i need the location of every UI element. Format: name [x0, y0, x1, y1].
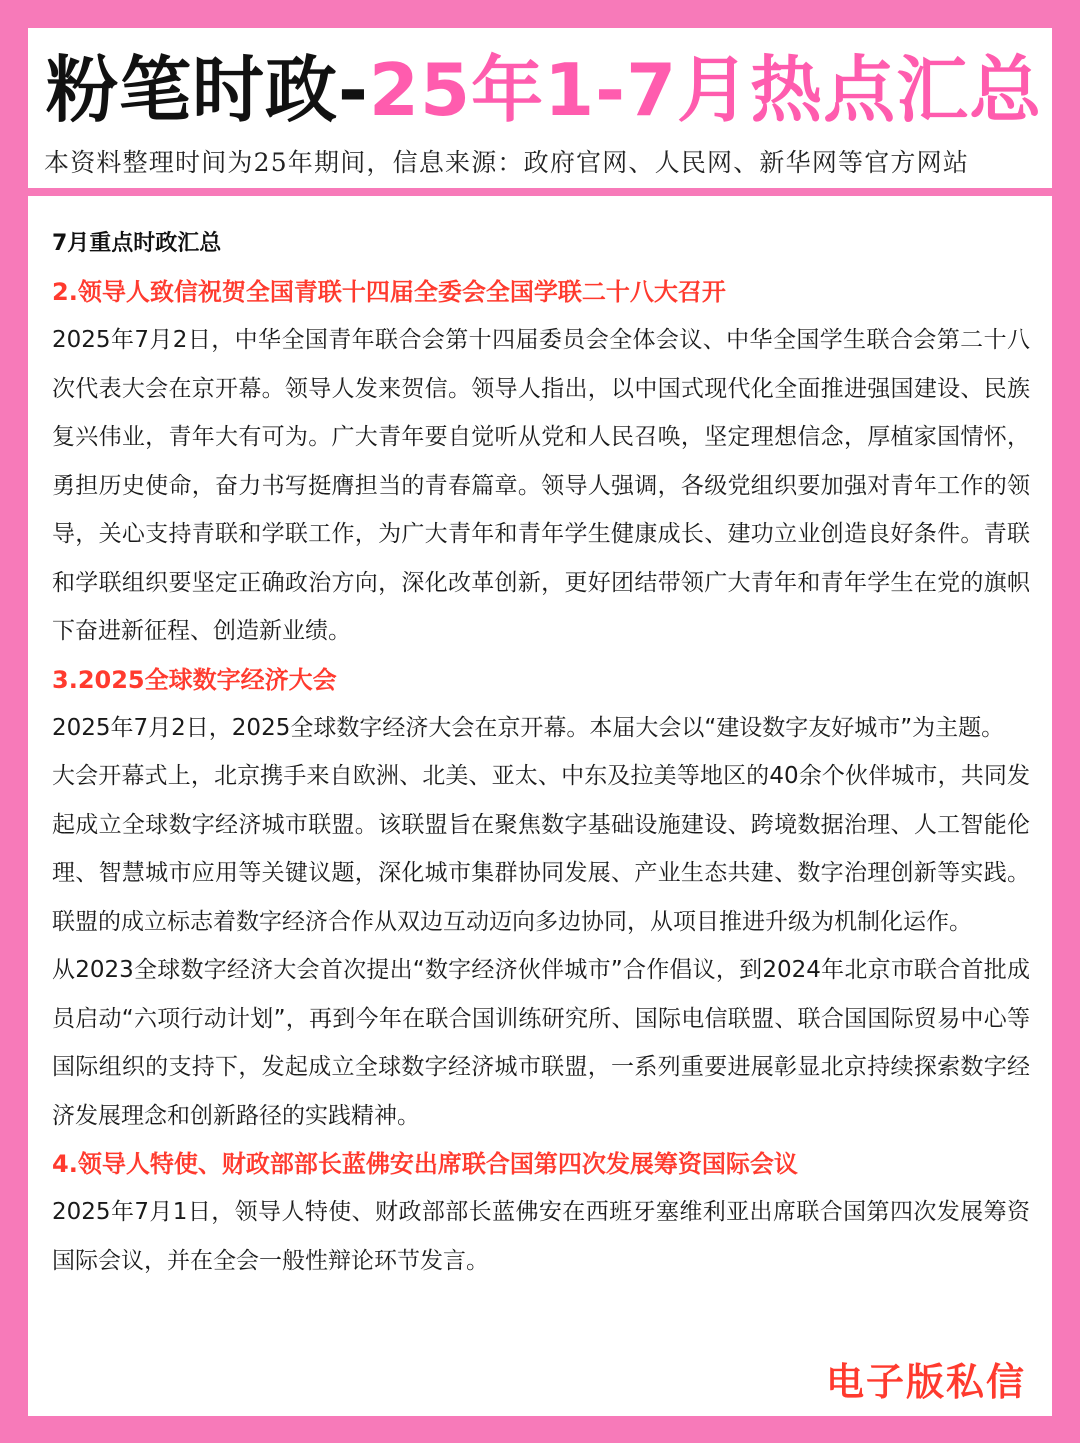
title-highlight: 25年1-7月热点汇总 — [368, 48, 1043, 132]
title-prefix: 粉笔时政- — [46, 48, 369, 132]
article-body — [52, 226, 1030, 1285]
source-note: 本资料整理时间为25年期间，信息来源：政府官网、人民网、新华网等官方网站 — [44, 148, 970, 177]
section-label: 7月重点时政汇总 — [52, 231, 222, 256]
header-card — [28, 28, 1052, 188]
page-title — [46, 46, 1042, 134]
item-title: 3.2025全球数字经济大会 — [52, 665, 337, 694]
content-card — [28, 196, 1052, 1416]
news-item-4 — [52, 1140, 1030, 1285]
item-paragraph: 大会开幕式上，北京携手来自欧洲、北美、亚太、中东及拉美等地区的40余个伙伴城市，共同发起成立全球数字经济城市联盟。该联盟旨在聚焦数字基础设施建设、跨境数据治理、人工智能伦理、智慧城市应用等关键议题，深化城市集群协同发展、产业生态共建、数字治理创新等实践。联盟的成立标志着数字经济合作从双边互动迈向多边协同，从项目推进升级为机制化运作。 — [52, 763, 1030, 935]
item-title: 4.领导人特使、财政部部长蓝佛安出席联合国第四次发展筹资国际会议 — [52, 1150, 798, 1178]
item-title: 2.领导人致信祝贺全国青联十四届全委会全国学联二十八大召开 — [52, 278, 726, 306]
news-item-3 — [52, 656, 1030, 1141]
item-paragraph: 2025年7月2日，中华全国青年联合会第十四届委员会全体会议、中华全国学生联合会第二十八次代表大会在京开幕。领导人发来贺信。领导人指出，以中国式现代化全面推进强国建设、民族复兴伟业，青年大有可为。广大青年要自觉听从党和人民召唤，坚定理想信念，厚植家国情怀，勇担历史使命，奋力书写挺膺担当的青春篇章。领导人强调，各级党组织要加强对青年工作的领导，关心支持青联和学联工作，为广大青年和青年学生健康成长、建功立业创造良好条件。青联和学联组织要坚定正确政治方向，深化改革创新，更好团结带领广大青年和青年学生在党的旗帜下奋进新征程、创造新业绩。 — [52, 327, 1030, 644]
item-paragraph: 2025年7月2日，2025全球数字经济大会在京开幕。本届大会以“建设数字友好城市”为主题。 — [52, 714, 1005, 741]
news-item-2 — [52, 268, 1030, 656]
electronic-version-cta: 电子版私信 — [825, 1360, 1026, 1404]
item-paragraph: 从2023全球数字经济大会首次提出“数字经济伙伴城市”合作倡议，到2024年北京市联合首批成员启动“六项行动计划”，再到今年在联合国训练研究所、国际电信联盟、联合国国际贸易中心等国际组织的支持下，发起成立全球数字经济城市联盟，一系列重要进展彰显北京持续探索数字经济发展理念和创新路径的实践精神。 — [52, 957, 1030, 1129]
item-paragraph: 2025年7月1日，领导人特使、财政部部长蓝佛安在西班牙塞维利亚出席联合国第四次发展筹资国际会议，并在全会一般性辩论环节发言。 — [52, 1199, 1030, 1274]
